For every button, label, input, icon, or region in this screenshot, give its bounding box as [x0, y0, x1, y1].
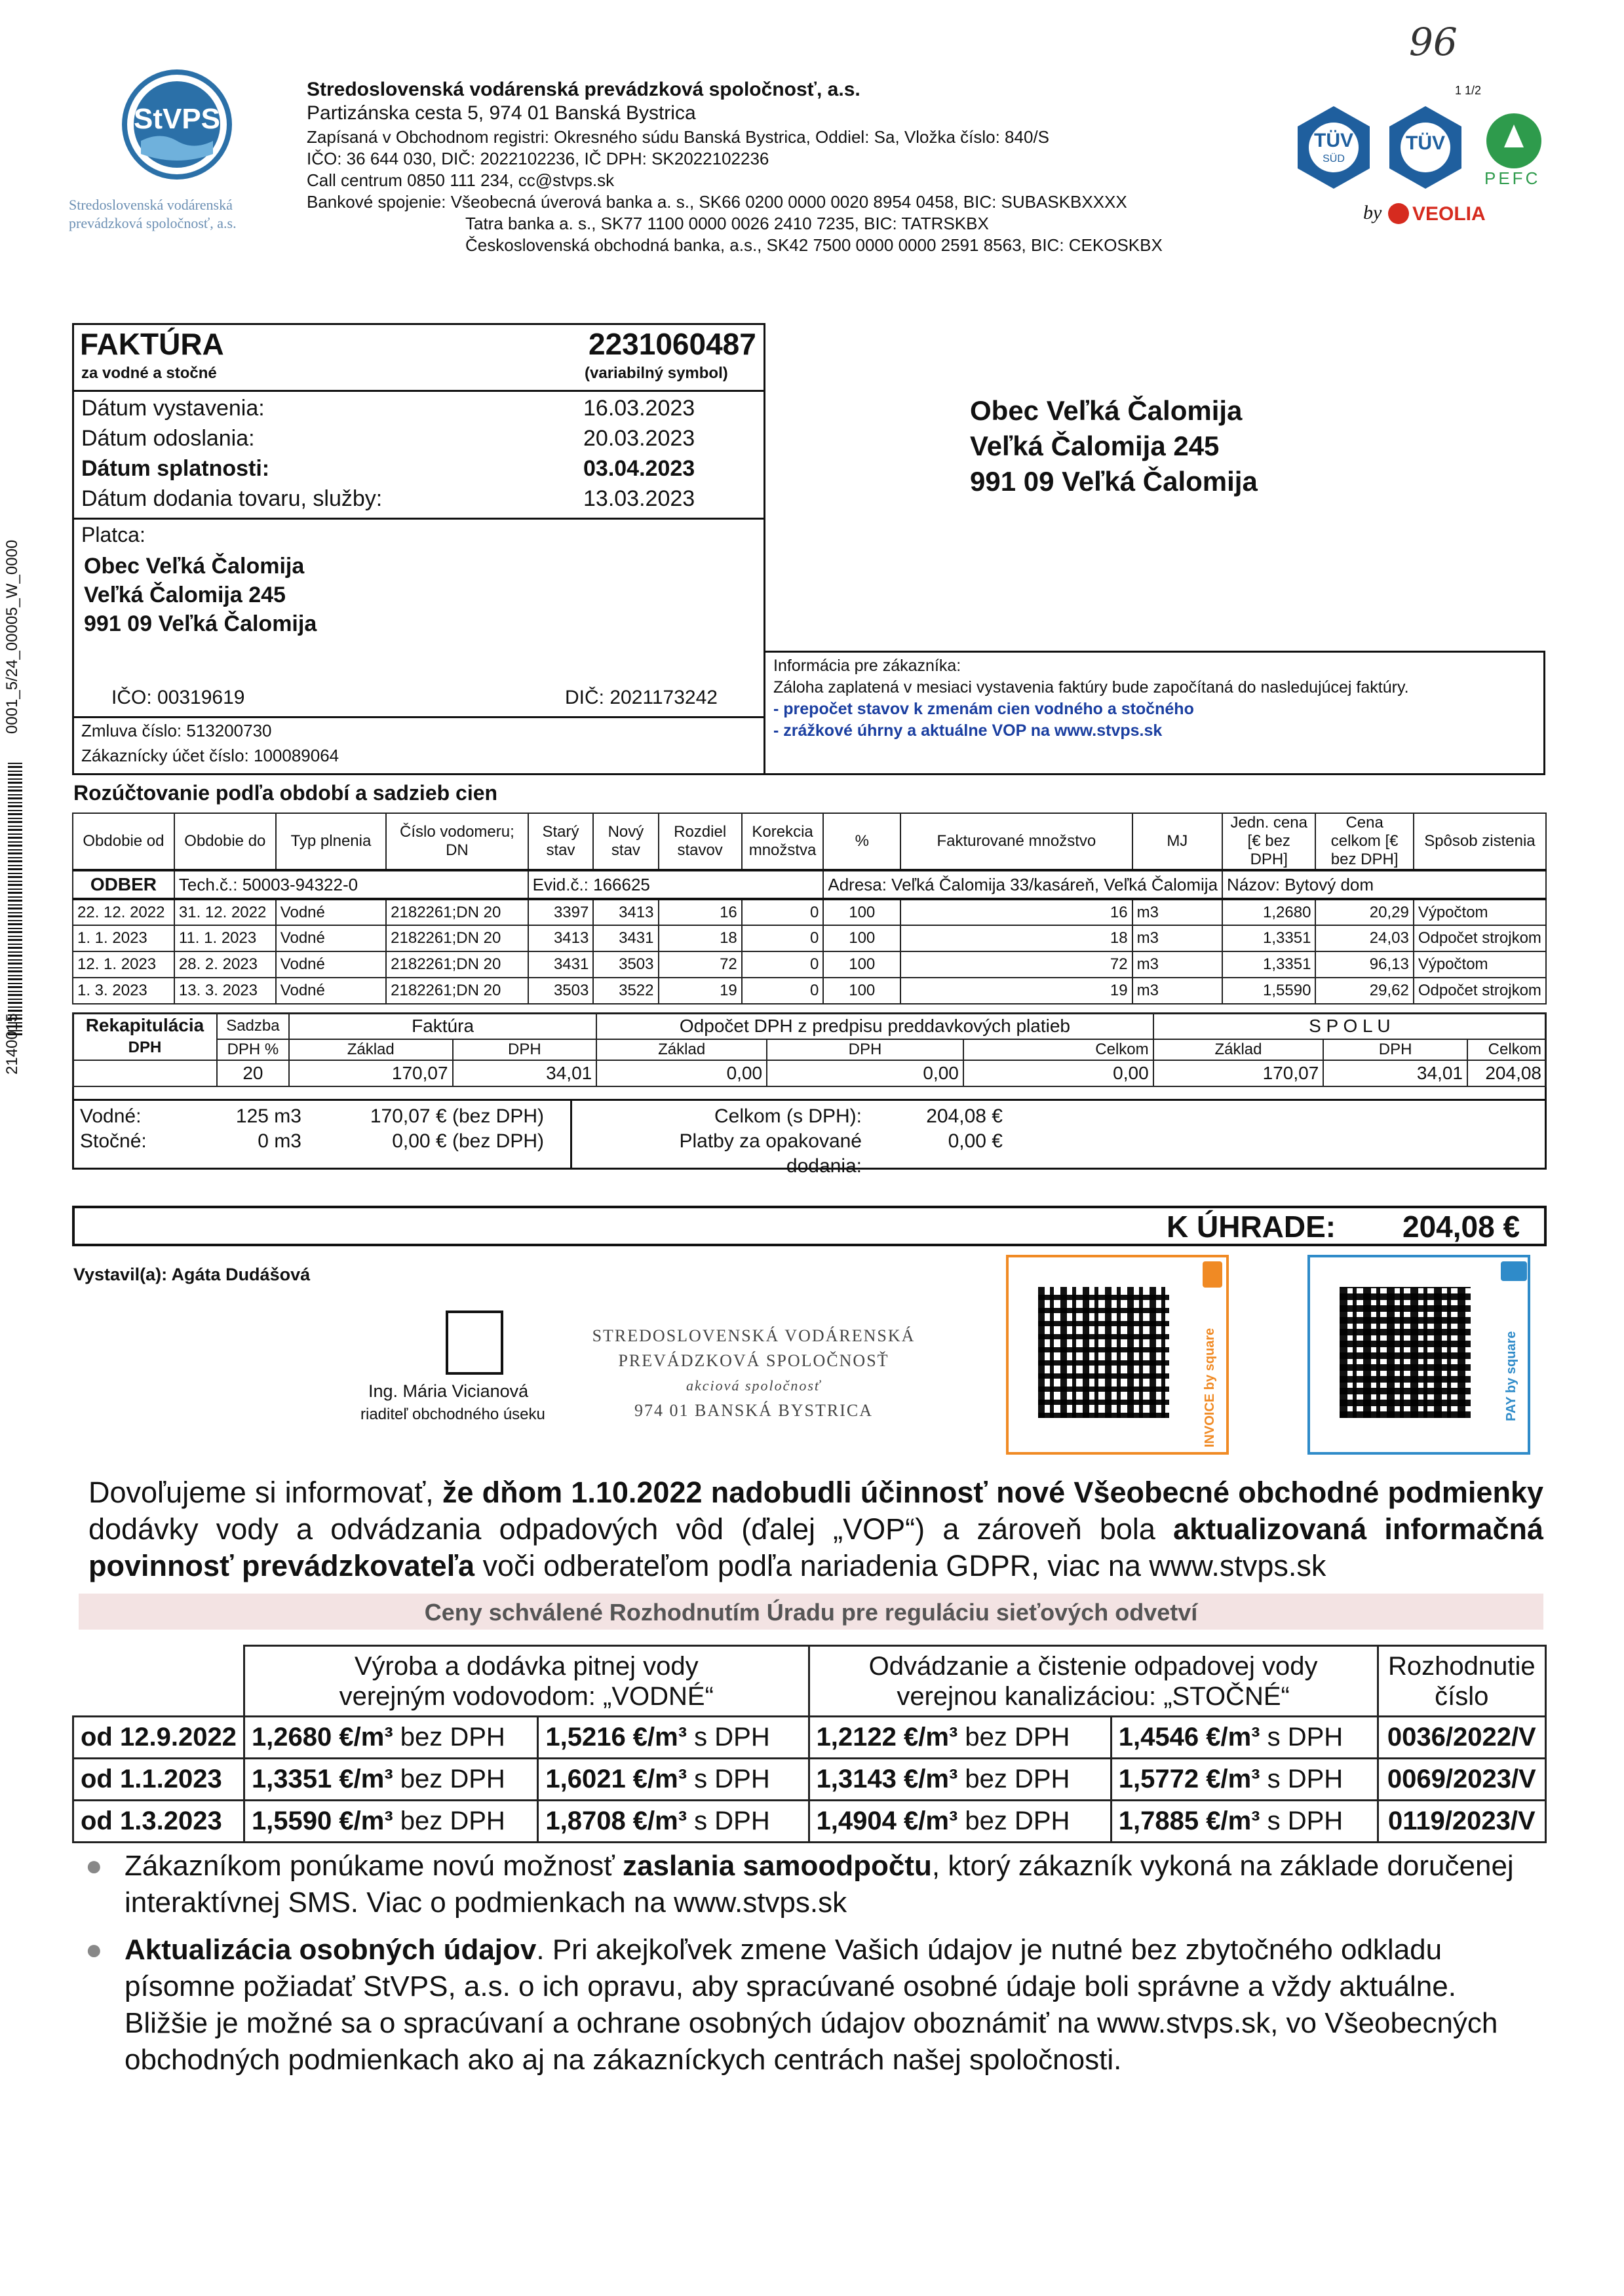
cell-difference: 72 — [659, 951, 742, 978]
delivery-label: Dátum dodania tovaru, služby: — [81, 486, 383, 511]
cell-billed-qty: 19 — [900, 978, 1132, 1004]
cell-period-from: 12. 1. 2023 — [73, 951, 174, 978]
prices-cell — [538, 1717, 809, 1759]
col-unit-price: Jedn. cena [€ bez DPH] — [1222, 813, 1315, 870]
col-new-state: Nový stav — [593, 813, 658, 870]
bullet-1-icon: ● — [85, 1850, 103, 1882]
issuer: Vystavil(a): Agáta Dudášová — [73, 1265, 311, 1284]
bullet-1-text-1: Zákazníkom ponúkame novú možnosť — [125, 1850, 623, 1882]
cell-period-from: 1. 1. 2023 — [73, 925, 174, 951]
recap-o-total-label: Celkom — [963, 1039, 1153, 1060]
col-method: Spôsob zistenia — [1414, 813, 1546, 870]
company-registry: Zapísaná v Obchodnom registri: Okresného súdu Banská Bystrica, Oddiel: Sa, Vložka číslo: 840/S — [307, 127, 1050, 147]
summary-sewer-amount: 0,00 € (bez DPH) — [392, 1130, 544, 1152]
logo-text: StVPS — [133, 103, 221, 135]
cell-meter: 2182261;DN 20 — [386, 925, 528, 951]
cell-old-state: 3413 — [528, 925, 594, 951]
table-row — [73, 925, 1546, 951]
breakdown-table — [72, 813, 1547, 1004]
stamp-line-4: 974 01 BANSKÁ BYSTRICA — [634, 1401, 873, 1420]
cell-total-price: 20,29 — [1315, 899, 1413, 925]
col-correction: Korekcia množstva — [742, 813, 824, 870]
cell-correction: 0 — [742, 978, 824, 1004]
summary-sewer-label: Stočné: — [80, 1130, 147, 1152]
prices-decision: 0119/2023/V — [1378, 1801, 1545, 1843]
col-total-price: Cena celkom [€ bez DPH] — [1315, 813, 1413, 870]
payer-line-1: Obec Veľká Čalomija — [84, 554, 305, 579]
cell-unit: m3 — [1132, 978, 1222, 1004]
cell-new-state: 3431 — [593, 925, 658, 951]
cell-difference: 19 — [659, 978, 742, 1004]
bullet-2-text-3: Bližšie je možné sa o spracúvaní a ochrane osobných údajov oboznámiť na www.stvps.sk, vo Všeobecných — [125, 2007, 1498, 2039]
summary-repeat: 0,00 € — [948, 1130, 1003, 1152]
recipient-line-2: Veľká Čalomija 245 — [970, 430, 1220, 461]
recap-o-vat-label: DPH — [767, 1039, 963, 1060]
summary-repeat-label: Platby za opakované dodania: — [679, 1130, 862, 1177]
prices-row — [73, 1759, 1546, 1801]
cell-total-price: 24,03 — [1315, 925, 1413, 951]
tuv-logo-2 — [1383, 105, 1468, 190]
recap-spolu-label: S P O L U — [1153, 1013, 1546, 1039]
bullet-2-icon: ● — [85, 1934, 103, 1966]
tuv-logo-1 — [1291, 105, 1376, 190]
prices-valid-from: od 12.9.2022 — [73, 1717, 244, 1759]
recap-faktura-label: Faktúra — [289, 1013, 596, 1039]
price-vat-note: bez DPH — [957, 1807, 1070, 1835]
price-value: 1,4546 €/m³ — [1118, 1723, 1260, 1751]
col-period-to: Obdobie do — [174, 813, 276, 870]
cell-percent: 100 — [823, 925, 900, 951]
payer-label: Platca: — [81, 523, 145, 546]
cell-old-state: 3397 — [528, 899, 594, 925]
by-text: by — [1363, 202, 1382, 223]
cell-type: Vodné — [276, 899, 386, 925]
cell-total-price: 29,62 — [1315, 978, 1413, 1004]
payer-ico: IČO: 00319619 — [111, 687, 245, 708]
price-value: 1,3143 €/m³ — [816, 1765, 958, 1793]
notice-text-3: voči odberateľom podľa nariadenia GDPR, viac na www.stvps.sk — [474, 1549, 1326, 1582]
price-value: 1,5216 €/m³ — [545, 1723, 687, 1751]
cell-meter: 2182261;DN 20 — [386, 951, 528, 978]
breakdown-title: Rozúčtovanie podľa období a sadzieb cien — [73, 781, 498, 805]
cell-meter: 2182261;DN 20 — [386, 899, 528, 925]
col-type: Typ plnenia — [276, 813, 386, 870]
logo-caption-1: Stredoslovenská vodárenská — [69, 197, 233, 213]
price-value: 1,2122 €/m³ — [816, 1723, 958, 1751]
pay-qr-frame — [1307, 1255, 1530, 1455]
company-bank-1: Bankové spojenie: Všeobecná úverová banka a. s., SK66 0200 0000 0020 8954 0458, BIC: SUBASKBXXXX — [307, 192, 1127, 212]
tuv-1-text: TÜV — [1314, 130, 1353, 151]
cell-new-state: 3413 — [593, 899, 658, 925]
payer-dic: DIČ: 2021173242 — [565, 687, 718, 708]
stamp-line-2: PREVÁDZKOVÁ SPOLOČNOSŤ — [618, 1351, 889, 1370]
company-bank-2: Tatra banka a. s., SK77 1100 0000 0026 2410 7235, BIC: TATRSKBX — [465, 214, 989, 233]
logo-caption-2: prevádzková spoločnosť, a.s. — [69, 215, 237, 231]
table-row — [73, 978, 1546, 1004]
signatory-role: riaditeľ obchodného úseku — [360, 1406, 545, 1423]
stamp-line-1: STREDOSLOVENSKÁ VODÁRENSKÁ — [592, 1326, 916, 1345]
recap-table — [72, 1012, 1547, 1087]
cell-billed-qty: 72 — [900, 951, 1132, 978]
price-vat-note: s DPH — [1260, 1765, 1344, 1793]
cell-period-from: 22. 12. 2022 — [73, 899, 174, 925]
prices-title: Ceny schválené Rozhodnutím Úradu pre reguláciu sieťových odvetví — [424, 1599, 1198, 1626]
notice-paragraph — [88, 1474, 1543, 1584]
price-vat-note: bez DPH — [393, 1723, 505, 1751]
notice-bold-1: že dňom 1.10.2022 nadobudli účinnosť nové Všeobecné obchodné podmienky — [442, 1476, 1544, 1509]
price-vat-note: bez DPH — [393, 1807, 505, 1835]
veolia-icon — [1388, 203, 1409, 224]
recap-odpocet-label: Odpočet DPH z predpisu preddavkových platieb — [596, 1013, 1153, 1039]
cell-unit-price: 1,2680 — [1222, 899, 1315, 925]
cell-old-state: 3431 — [528, 951, 594, 978]
price-value: 1,4904 €/m³ — [816, 1807, 958, 1835]
bullet-2-text-4: obchodných podmienkach ako aj na zákazníckych centrách našej spoločnosti. — [125, 2044, 1122, 2076]
odber-evid: Evid.č.: 166625 — [528, 870, 824, 899]
cell-method: Výpočtom — [1414, 951, 1546, 978]
cell-unit-price: 1,3351 — [1222, 925, 1315, 951]
price-vat-note: s DPH — [687, 1807, 770, 1835]
company-name: Stredoslovenská vodárenská prevádzková spoločnosť, a.s. — [307, 79, 860, 100]
payable-label: K ÚHRADE: — [1167, 1210, 1336, 1244]
price-value: 1,6021 €/m³ — [545, 1765, 687, 1793]
bullet-1-bold: zaslania samoodpočtu — [623, 1850, 932, 1882]
pefc-text: PEFC — [1484, 168, 1541, 188]
price-vat-note: s DPH — [1260, 1723, 1344, 1751]
cell-correction: 0 — [742, 951, 824, 978]
company-logo — [121, 69, 233, 180]
cell-type: Vodné — [276, 951, 386, 978]
cell-new-state: 3522 — [593, 978, 658, 1004]
due-date: 03.04.2023 — [583, 456, 695, 481]
recap-s-total: 204,08 — [1467, 1060, 1546, 1086]
recap-o-base-label: Základ — [596, 1039, 767, 1060]
pay-qr-code — [1340, 1287, 1471, 1418]
bullet-1-text-3: interaktívnej SMS. Viac o podmienkach na www.stvps.sk — [125, 1886, 847, 1919]
recipient-line-1: Obec Veľká Čalomija — [970, 395, 1243, 426]
prices-cell — [244, 1801, 537, 1843]
invoice-number-note: (variabilný symbol) — [585, 364, 728, 382]
price-value: 1,5772 €/m³ — [1118, 1765, 1260, 1793]
cell-meter: 2182261;DN 20 — [386, 978, 528, 1004]
pay-square-label: PAY by square — [1504, 1331, 1518, 1421]
cell-method: Odpočet strojkom — [1414, 978, 1546, 1004]
price-value: 1,3351 €/m³ — [251, 1765, 393, 1793]
info-line-1: Záloha zaplatená v mesiaci vystavenia faktúry bude započítaná do nasledujúcej faktúry. — [773, 678, 1409, 697]
stamp-line-3: akciová spoločnosť — [686, 1377, 821, 1394]
prices-valid-from: od 1.3.2023 — [73, 1801, 244, 1843]
prices-decision: 0036/2022/V — [1378, 1717, 1545, 1759]
side-code-2: 2140015 — [3, 1013, 21, 1075]
cell-billed-qty: 16 — [900, 899, 1132, 925]
prices-header-sewer: Odvádzanie a čistenie odpadovej vody verejnou kanalizáciou: „STOČNÉ“ — [809, 1646, 1378, 1717]
odber-tech: Tech.č.: 50003-94322-0 — [174, 870, 528, 899]
price-vat-note: bez DPH — [957, 1765, 1070, 1793]
odber-address: Adresa: Veľká Čalomija 33/kasáreň, Veľká Čalomija — [823, 870, 1222, 899]
odber-label: ODBER — [73, 870, 174, 899]
recap-label-1: Rekapitulácia — [85, 1015, 204, 1035]
pefc-logo — [1478, 108, 1556, 187]
cell-total-price: 96,13 — [1315, 951, 1413, 978]
bullet-1-text-2: , ktorý zákazník vykoná na základe doručenej — [931, 1850, 1514, 1882]
company-address: Partizánska cesta 5, 974 01 Banská Bystrica — [307, 102, 696, 124]
issued-label: Dátum vystavenia: — [81, 396, 265, 421]
cell-unit: m3 — [1132, 951, 1222, 978]
contract-number: Zmluva číslo: 513200730 — [81, 721, 272, 740]
page-counter: 1 1/2 — [1455, 84, 1482, 97]
recap-s-base: 170,07 — [1153, 1060, 1324, 1086]
invoice-title: FAKTÚRA — [80, 327, 224, 361]
price-vat-note: bez DPH — [393, 1765, 505, 1793]
bullet-2-bold: Aktualizácia osobných údajov — [125, 1934, 537, 1966]
prices-cell — [244, 1759, 537, 1801]
cell-unit: m3 — [1132, 899, 1222, 925]
payable-amount: 204,08 € — [1402, 1210, 1520, 1244]
recap-f-vat: 34,01 — [453, 1060, 597, 1086]
cell-period-to: 31. 12. 2022 — [174, 899, 276, 925]
odber-name: Názov: Bytový dom — [1222, 870, 1546, 899]
payer-line-3: 991 09 Veľká Čalomija — [84, 611, 317, 636]
signatory-name: Ing. Mária Vicianová — [368, 1381, 529, 1401]
customer-account: Zákaznícky účet číslo: 100089064 — [81, 746, 339, 765]
invoice-number: 2231060487 — [589, 327, 756, 361]
price-vat-note: s DPH — [687, 1765, 770, 1793]
due-label: Dátum splatnosti: — [81, 456, 270, 481]
side-barcode — [8, 760, 22, 1035]
cell-unit: m3 — [1132, 925, 1222, 951]
notice-text-2: dodávky vody a odvádzania odpadových vôd (ďalej „VOP“) a zároveň bola — [88, 1512, 1174, 1546]
payer-line-2: Veľká Čalomija 245 — [84, 583, 286, 607]
table-row — [73, 899, 1546, 925]
col-unit: MJ — [1132, 813, 1222, 870]
cell-percent: 100 — [823, 951, 900, 978]
cell-correction: 0 — [742, 925, 824, 951]
prices-valid-from: od 1.1.2023 — [73, 1759, 244, 1801]
invoice-qr-frame — [1006, 1255, 1229, 1455]
recap-o-vat: 0,00 — [767, 1060, 963, 1086]
cell-unit-price: 1,5590 — [1222, 978, 1315, 1004]
prices-cell — [809, 1717, 1111, 1759]
invoice-square-label: INVOICE by square — [1203, 1328, 1217, 1447]
prices-cell — [809, 1759, 1111, 1801]
info-line-2: - prepočet stavov k zmenám cien vodného a stočného — [773, 700, 1194, 718]
cell-period-to: 11. 1. 2023 — [174, 925, 276, 951]
recap-o-base: 0,00 — [596, 1060, 767, 1086]
recap-s-total-label: Celkom — [1467, 1039, 1546, 1060]
issued-date: 16.03.2023 — [583, 396, 695, 421]
invoice-subtitle: za vodné a stočné — [81, 364, 217, 382]
recipient-line-3: 991 09 Veľká Čalomija — [970, 466, 1258, 497]
table-row — [73, 951, 1546, 978]
side-code-1: 0001_5/24_00005_W_0000 — [3, 539, 21, 734]
cell-type: Vodné — [276, 978, 386, 1004]
prices-header-water: Výroba a dodávka pitnej vody verejným vodovodom: „VODNÉ“ — [244, 1646, 809, 1717]
cell-period-from: 1. 3. 2023 — [73, 978, 174, 1004]
recap-rate: 20 — [217, 1060, 289, 1086]
prices-cell — [809, 1801, 1111, 1843]
price-vat-note: s DPH — [687, 1723, 770, 1751]
info-title: Informácia pre zákazníka: — [773, 657, 961, 675]
price-value: 1,7885 €/m³ — [1118, 1807, 1260, 1835]
prices-header-decision: Rozhodnutie číslo — [1378, 1646, 1545, 1717]
cell-period-to: 13. 3. 2023 — [174, 978, 276, 1004]
invoice-qr-icon — [1203, 1261, 1222, 1288]
price-vat-note: s DPH — [1260, 1807, 1344, 1835]
delivery-date: 13.03.2023 — [583, 486, 695, 511]
recap-rate-label-2: DPH % — [217, 1039, 289, 1060]
prices-cell — [1111, 1801, 1378, 1843]
prices-cell — [538, 1801, 809, 1843]
veolia-text: VEOLIA — [1412, 203, 1486, 225]
summary-sewer-qty: 0 m3 — [258, 1130, 301, 1152]
tuv-2-text: TÜV — [1406, 132, 1445, 154]
recap-rate-label-1: Sadzba — [217, 1013, 289, 1039]
prices-cell — [538, 1759, 809, 1801]
sent-label: Dátum odoslania: — [81, 426, 255, 451]
notice-text-1: Dovoľujeme si informovať, — [88, 1476, 442, 1509]
recap-s-vat-label: DPH — [1323, 1039, 1467, 1060]
recap-f-base-label: Základ — [289, 1039, 453, 1060]
tuv-1-sub: SÜD — [1323, 153, 1345, 164]
recap-label-2: DPH — [128, 1039, 162, 1056]
cell-type: Vodné — [276, 925, 386, 951]
col-percent: % — [823, 813, 900, 870]
col-billed-qty: Fakturované množstvo — [900, 813, 1132, 870]
bullet-2-text-2: písomne požiadať StVPS, a.s. o ich opravu, aby spracúvané osobné údaje boli správne a vždy aktuálne. — [125, 1970, 1456, 2002]
prices-cell — [244, 1717, 537, 1759]
bullet-2 — [85, 1932, 1547, 2078]
prices-cell — [1111, 1759, 1378, 1801]
notice-bold-2: aktualizovaná informačná — [1173, 1512, 1543, 1546]
summary-total-label: Celkom (s DPH): — [714, 1105, 862, 1127]
summary-water-label: Vodné: — [80, 1105, 142, 1127]
cell-method: Odpočet strojkom — [1414, 925, 1546, 951]
recap-f-vat-label: DPH — [453, 1039, 597, 1060]
invoice-qr-code — [1038, 1287, 1169, 1418]
recap-f-base: 170,07 — [289, 1060, 453, 1086]
cell-percent: 100 — [823, 978, 900, 1004]
cell-correction: 0 — [742, 899, 824, 925]
cell-difference: 16 — [659, 899, 742, 925]
summary-total: 204,08 € — [926, 1105, 1003, 1127]
price-value: 1,8708 €/m³ — [545, 1807, 687, 1835]
cell-percent: 100 — [823, 899, 900, 925]
page-mark: 96 — [1409, 20, 1458, 64]
price-vat-note: bez DPH — [957, 1723, 1070, 1751]
cell-unit-price: 1,3351 — [1222, 951, 1315, 978]
company-bank-3: Československá obchodná banka, a.s., SK42 7500 0000 0000 2591 8563, BIC: CEKOSKBX — [465, 235, 1163, 255]
prices-row — [73, 1717, 1546, 1759]
cell-old-state: 3503 — [528, 978, 594, 1004]
col-period-from: Obdobie od — [73, 813, 174, 870]
price-value: 1,2680 €/m³ — [251, 1723, 393, 1751]
col-old-state: Starý stav — [528, 813, 594, 870]
cell-new-state: 3503 — [593, 951, 658, 978]
prices-cell — [1111, 1717, 1378, 1759]
summary-water-qty: 125 m3 — [235, 1105, 301, 1127]
recap-s-base-label: Základ — [1153, 1039, 1324, 1060]
cell-period-to: 28. 2. 2023 — [174, 951, 276, 978]
prices-decision: 0069/2023/V — [1378, 1759, 1545, 1801]
signature-box — [446, 1311, 503, 1375]
cell-difference: 18 — [659, 925, 742, 951]
cell-method: Výpočtom — [1414, 899, 1546, 925]
col-difference: Rozdiel stavov — [659, 813, 742, 870]
bullet-1 — [85, 1848, 1547, 1921]
summary-water-amount: 170,07 € (bez DPH) — [370, 1105, 544, 1127]
prices-table — [72, 1645, 1547, 1843]
price-value: 1,5590 €/m³ — [251, 1807, 393, 1835]
bullet-2-text-1: . Pri akejkoľvek zmene Vašich údajov je nutné bez zbytočného odkladu — [536, 1934, 1442, 1966]
company-ids: IČO: 36 644 030, DIČ: 2022102236, IČ DPH: SK2022102236 — [307, 149, 769, 168]
recap-s-vat: 34,01 — [1323, 1060, 1467, 1086]
cell-billed-qty: 18 — [900, 925, 1132, 951]
notice-bold-3: povinnosť prevádzkovateľa — [88, 1549, 475, 1582]
recap-o-total: 0,00 — [963, 1060, 1153, 1086]
prices-row — [73, 1801, 1546, 1843]
sent-date: 20.03.2023 — [583, 426, 695, 451]
info-line-3: - zrážkové úhrny a aktuálne VOP na www.stvps.sk — [773, 721, 1163, 740]
col-meter: Číslo vodomeru; DN — [386, 813, 528, 870]
pay-qr-icon — [1501, 1261, 1527, 1281]
company-contact: Call centrum 0850 111 234, cc@stvps.sk — [307, 170, 615, 190]
